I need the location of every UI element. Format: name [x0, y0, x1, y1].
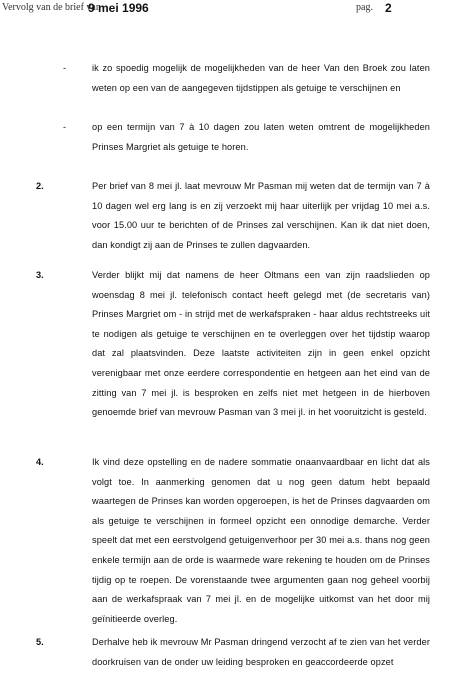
paragraph-text-4: Ik vind deze opstelling en de nadere sommatie onaanvaardbaar en licht dat als volgt toe. In aanmerking genomen dat u nog geen datum hebt bepaald waartegen de Prinses kan worden opgeroepen, is het de Prinses dagvaarden om als getuige te verschijnen in formeel opzicht een onnodige demarche. Verder speelt dat met een eerstvolgend getuigenverhoor per 30 mei a.s. thans nog geen enkele termijn aan de orde is waarmede ware rekening te houden om de Prinses tijdig op te roepen. De vorenstaande twee argumenten gaan nog geheel voorbij aan de werkafspraak van 7 mei jl. en de mogelijke uitkomst van het door mij geïnitieerde overleg. [92, 457, 430, 624]
letter-date: 9 mei 1996 [88, 1, 149, 15]
bullet-text-2: op een termijn van 7 à 10 dagen zou laten weten omtrent de mogelijkheden Prinses Margriet als getuige te horen. [92, 122, 430, 152]
paragraph-text-2: Per brief van 8 mei jl. laat mevrouw Mr Pasman mij weten dat de termijn van 7 à 10 dagen wel erg lang is en zij verzoekt mij haar uiterlijk per vrijdag 10 mei a.s. voor 15.00 uur te berichten of de Prinses zal verschijnen. Kan ik dat niet doen, dan kondigt zij aan de Prinses te zullen dagvaarden. [92, 181, 430, 250]
paragraph-text-3: Verder blijkt mij dat namens de heer Oltmans een van zijn raadslieden op woensdag 8 mei jl. telefonisch contact heeft gelegd met (de secretaris van) Prinses Margriet om - in strijd met de werkafspraken - haar aldus rechtstreeks uit te nodigen als getuige te verschijnen en te overleggen over het tijdstip waarop dat zal plaatsvinden. Deze laatste activiteiten zijn in geen enkel opzicht verenigbaar met onze eerdere correspondentie en hetgeen aan het eind van de zitting van 7 mei jl. is besproken en zelfs niet met hetgeen in de hierboven genoemde brief van mevrouw Pasman van 3 mei jl. in het vooruitzicht is gesteld. [92, 270, 430, 418]
paragraph-text-5: Derhalve heb ik mevrouw Mr Pasman dringend verzocht af te zien van het verder doorkruisen van de onder uw leiding besproken en geaccordeerde opzet [92, 637, 430, 667]
page-label: pag. [356, 2, 373, 13]
bullet-marker-1: - [63, 63, 67, 73]
paragraph-number-2: 2. [36, 181, 44, 191]
paragraph-number-3: 3. [36, 270, 44, 280]
page-number: 2 [385, 1, 392, 15]
continuation-label: Vervolg van de brief van [2, 2, 101, 13]
paragraph-number-5: 5. [36, 637, 44, 647]
paragraph-number-4: 4. [36, 457, 44, 467]
bullet-marker-2: - [63, 122, 67, 132]
bullet-text-1: ik zo spoedig mogelijk de mogelijkheden van de heer Van den Broek zou laten weten op een van de aangegeven tijdstippen als getuige te verschijnen en [92, 63, 430, 93]
